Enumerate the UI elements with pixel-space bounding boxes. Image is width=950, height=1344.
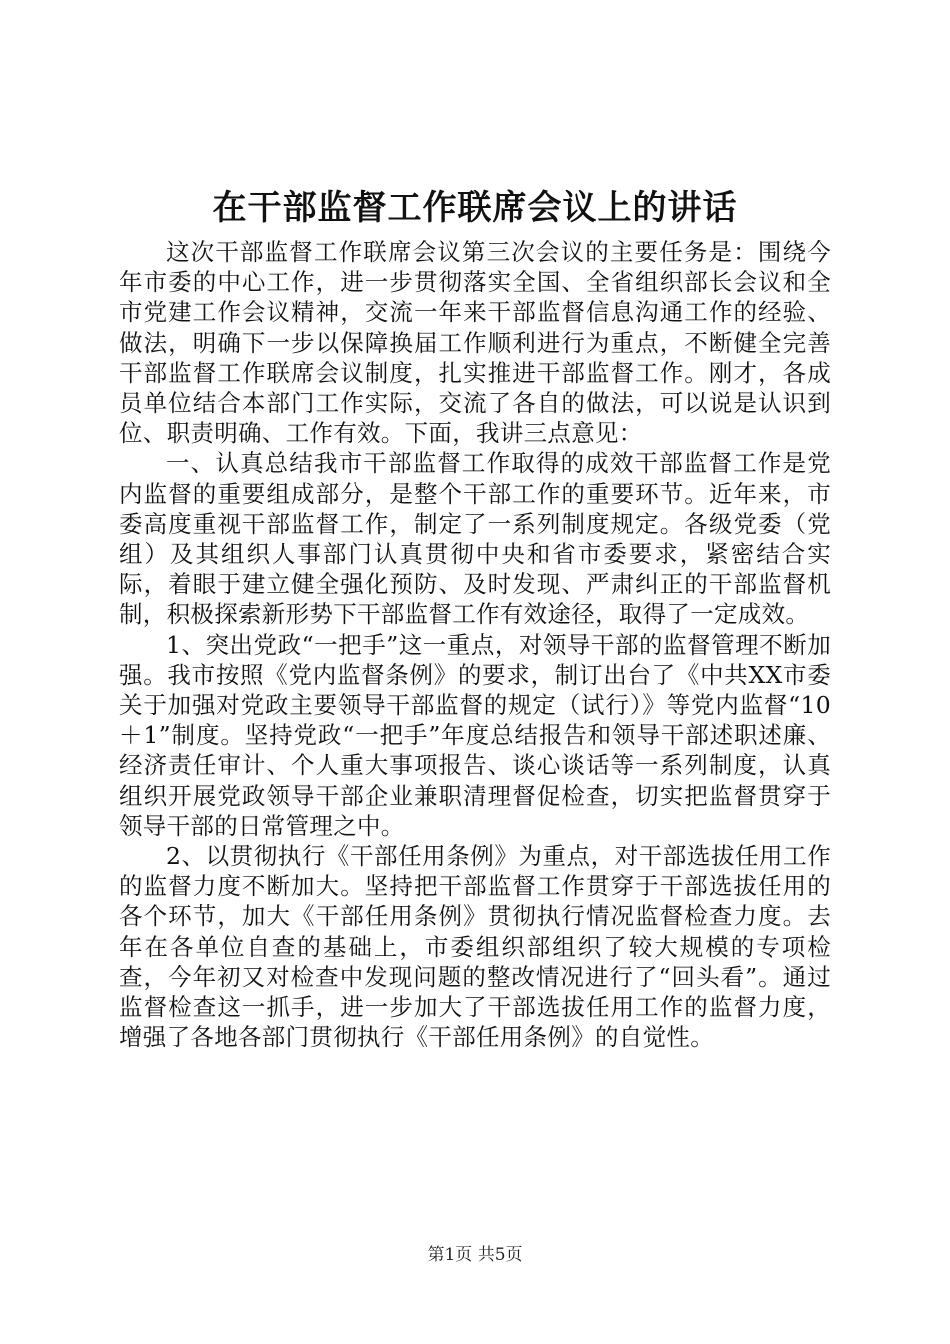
page-number-footer: 第1页 共5页 xyxy=(427,1245,523,1265)
paragraph-point-one: 1、突出党政“一把手”这一重点，对领导干部的监督管理不断加强。我市按照《党内监督条例》的要求，制订出台了《中共XX市委关于加强对党政主要领导干部监督的规定（试行）》等党内监督“10＋1”制度。坚持党政“一把手”年度总结报告和领导干部述职述廉、经济责任审计、个人重大事项报告、谈心谈话等一系列制度，认真组织开展党政领导干部企业兼职清理督促检查，切实把监督贯穿于领导干部的日常管理之中。 xyxy=(119,630,831,840)
paragraph-intro: 这次干部监督工作联席会议第三次会议的主要任务是：围绕今年市委的中心工作，进一步贯彻落实全国、全省组织部长会议和全市党建工作会议精神，交流一年来干部监督信息沟通工作的经验、做法，明确下一步以保障换届工作顺利进行为重点，不断健全完善干部监督工作联席会议制度，扎实推进干部监督工作。刚才，各成员单位结合本部门工作实际，交流了各自的做法，可以说是认识到位、职责明确、工作有效。下面，我讲三点意见： xyxy=(119,238,831,448)
document-body xyxy=(119,237,831,1052)
document-title: 在干部监督工作联席会议上的讲话 xyxy=(212,188,738,228)
paragraph-point-two: 2、以贯彻执行《干部任用条例》为重点，对干部选拔任用工作的监督力度不断加大。坚持把干部监督工作贯穿于干部选拔任用的各个环节，加大《干部任用条例》贯彻执行情况监督检查力度。去年在各单位自查的基础上，市委组织部组织了较大规模的专项检查，今年初又对检查中发现问题的整改情况进行了“回头看”。通过监督检查这一抓手，进一步加大了干部选拔任用工作的监督力度，增强了各地各部门贯彻执行《干部任用条例》的自觉性。 xyxy=(119,842,831,1052)
paragraph-section-one: 一、认真总结我市干部监督工作取得的成效干部监督工作是党内监督的重要组成部分，是整个干部工作的重要环节。近年来，市委高度重视干部监督工作，制定了一系列制度规定。各级党委（党组）及其组织人事部门认真贯彻中央和省市委要求，紧密结合实际，着眼于建立健全强化预防、及时发现、严肃纠正的干部监督机制，积极探索新形势下干部监督工作有效途径，取得了一定成效。 xyxy=(119,449,831,629)
